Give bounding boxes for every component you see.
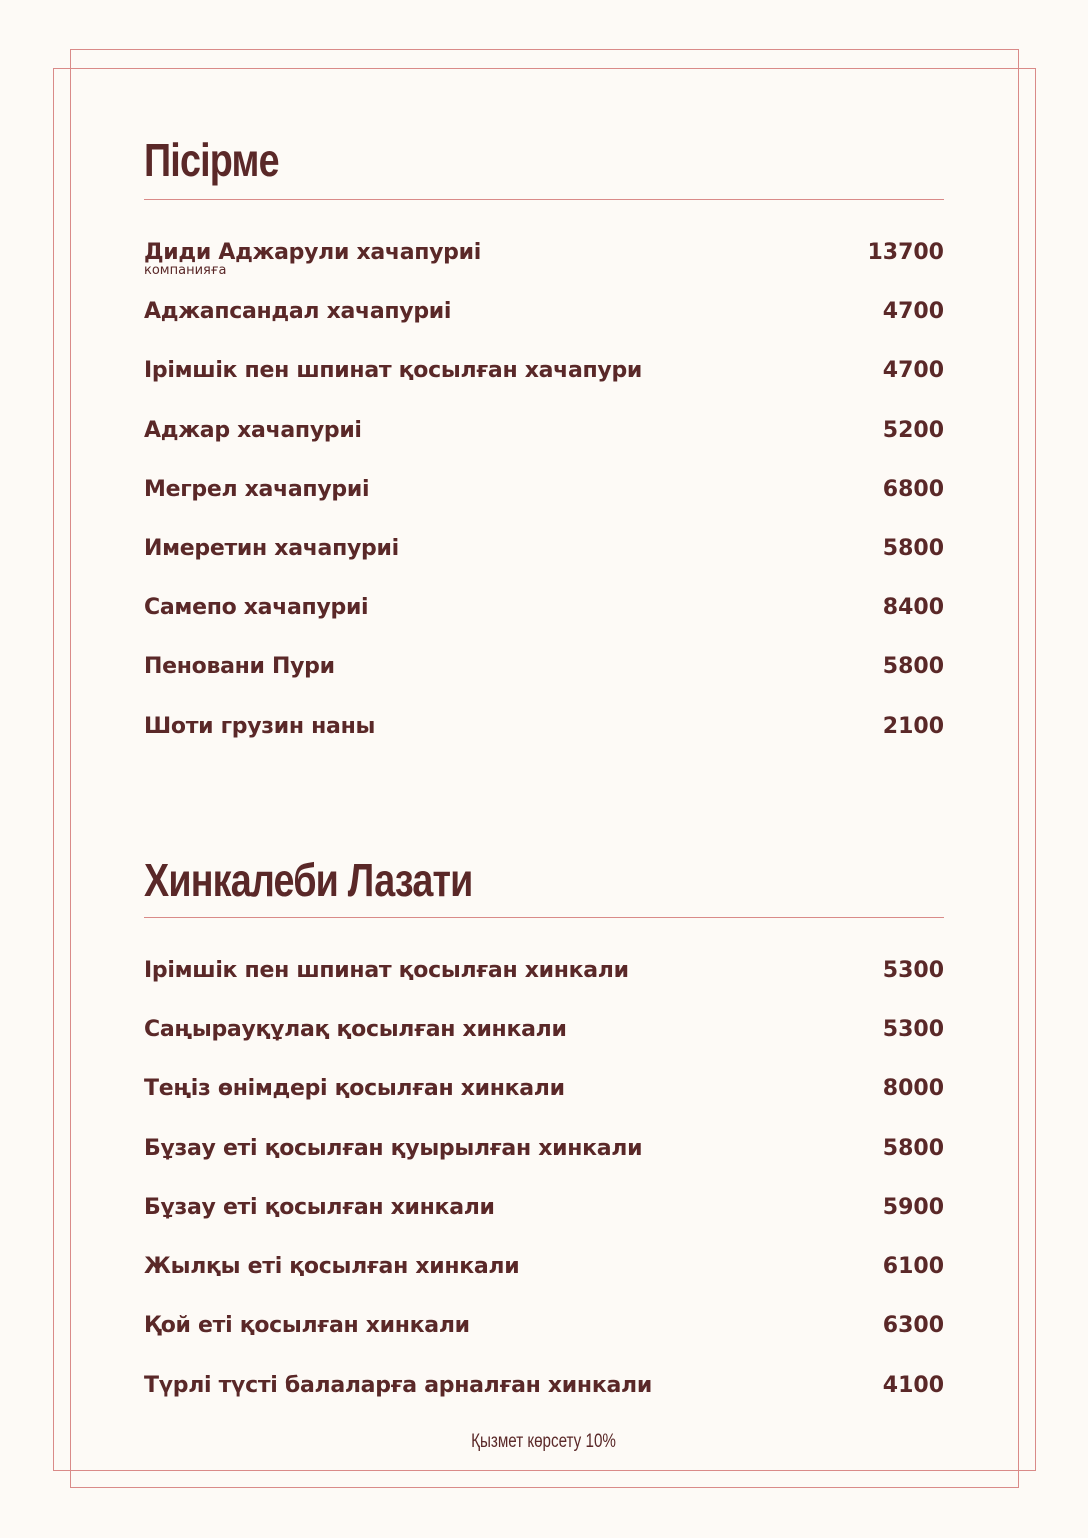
item-price: 13700	[867, 240, 944, 265]
menu-item	[144, 1311, 944, 1341]
item-name: Теңіз өнімдері қосылған хинкали	[144, 1076, 565, 1101]
menu-item	[144, 1193, 944, 1223]
menu-item	[144, 1252, 944, 1282]
footer-text: Қызмет көрсету 10%	[471, 1431, 617, 1452]
service-charge-note	[0, 1429, 1088, 1455]
item-price: 5300	[882, 1017, 944, 1042]
item-name: Имеретин хачапуриі	[144, 536, 399, 561]
item-price: 5900	[882, 1195, 944, 1220]
item-price: 5800	[882, 654, 944, 679]
item-name: Ірімшік пен шпинат қосылған хачапури	[144, 358, 643, 383]
item-name: Пеновани Пури	[144, 654, 335, 679]
menu-item	[144, 238, 944, 278]
menu-item	[144, 712, 944, 742]
section-divider	[144, 199, 944, 200]
item-name: Аджар хачапуриі	[144, 418, 362, 443]
item-price: 5300	[882, 958, 944, 983]
item-price: 5800	[882, 536, 944, 561]
item-price: 5800	[882, 1136, 944, 1161]
item-price: 6100	[882, 1254, 944, 1279]
item-price: 4700	[882, 358, 944, 383]
item-name: Түрлі түсті балаларға арналған хинкали	[144, 1373, 652, 1398]
section-divider	[144, 917, 944, 918]
item-price: 6800	[882, 477, 944, 502]
menu-item	[144, 1074, 944, 1104]
menu-item	[144, 356, 944, 386]
menu-item	[144, 652, 944, 682]
item-name: Саңырауқұлақ қосылған хинкали	[144, 1017, 567, 1042]
menu-item	[144, 1015, 944, 1045]
item-price: 4700	[882, 299, 944, 324]
section-title: Пісірме	[144, 134, 279, 186]
menu-item	[144, 297, 944, 327]
item-name: Бұзау еті қосылған қуырылған хинкали	[144, 1136, 643, 1161]
item-name: Самепо хачапуриі	[144, 595, 369, 620]
item-price: 5200	[882, 418, 944, 443]
item-name: Шоти грузин наны	[144, 714, 376, 739]
menu-item	[144, 593, 944, 623]
item-name: Мегрел хачапуриі	[144, 477, 370, 502]
item-price: 4100	[882, 1373, 944, 1398]
item-price: 8400	[882, 595, 944, 620]
item-price: 8000	[882, 1076, 944, 1101]
section-khinkalebi	[144, 852, 944, 1398]
item-price: 6300	[882, 1313, 944, 1338]
menu-item	[144, 475, 944, 505]
menu-item	[144, 1371, 944, 1401]
item-name: Қой еті қосылған хинкали	[144, 1313, 470, 1338]
item-name: Аджапсандал хачапуриі	[144, 299, 452, 324]
section-pisirme	[144, 132, 944, 739]
menu-item	[144, 956, 944, 986]
menu-item	[144, 416, 944, 446]
section-title: Хинкалеби Лазати	[144, 854, 473, 906]
item-name: Жылқы еті қосылған хинкали	[144, 1254, 520, 1279]
menu-item	[144, 534, 944, 564]
item-note: компанияға	[144, 263, 227, 278]
item-name: Бұзау еті қосылған хинкали	[144, 1195, 495, 1220]
item-name: Ірімшік пен шпинат қосылған хинкали	[144, 958, 629, 983]
item-name: Диди Аджарули хачапуриі	[144, 240, 481, 265]
item-price: 2100	[882, 714, 944, 739]
menu-item	[144, 1134, 944, 1164]
